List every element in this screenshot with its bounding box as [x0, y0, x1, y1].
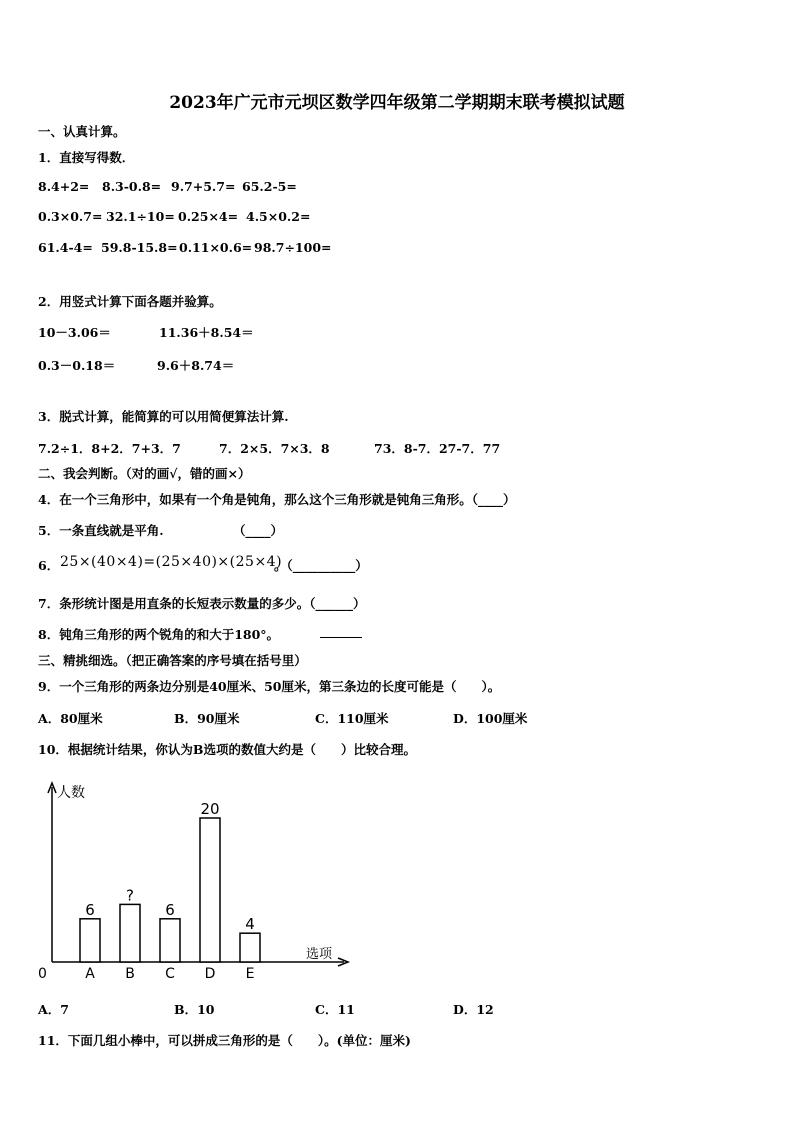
calc-item: 9.7+5.7= — [171, 179, 236, 194]
section-2-heading: 二、我会判断。（对的画√，错的画×） — [38, 466, 251, 481]
calc-item: 10－3.06＝ — [38, 325, 111, 340]
calc-item: 0.3×0.7= — [38, 209, 103, 224]
option-d[interactable]: D．12 — [453, 1002, 494, 1017]
data-label: ? — [126, 886, 134, 905]
question-1-stem: 1．直接写得数． — [38, 150, 135, 165]
bar-d — [200, 818, 220, 962]
option-d[interactable]: D．100厘米 — [453, 711, 528, 726]
calc-item: 8.4+2= — [38, 179, 90, 194]
option-c[interactable]: C．11 — [315, 1002, 355, 1017]
x-tick-label: C — [165, 966, 175, 982]
calc-item: 32.1÷10= — [106, 209, 175, 224]
option-b[interactable]: B．10 — [174, 1002, 215, 1017]
question-2-stem: 2．用竖式计算下面各题并验算。 — [38, 294, 222, 309]
data-label: 6 — [165, 900, 175, 919]
answer-blank[interactable]: （____） — [233, 523, 284, 538]
option-b[interactable]: B．90厘米 — [174, 711, 240, 726]
x-tick-label: A — [85, 966, 95, 982]
bar-e — [240, 933, 260, 962]
calc-item: 4.5×0.2= — [246, 209, 311, 224]
calc-item: 98.7÷100= — [254, 240, 332, 255]
question-6-number: 6． — [38, 558, 60, 573]
question-10-stem: 10．根据统计结果，你认为B选项的数值大约是（ ）比较合理。 — [38, 742, 416, 757]
question-3-stem: 3．脱式计算，能简算的可以用简便算法计算. — [38, 409, 289, 424]
section-3-heading: 三、精挑细选。（把正确答案的序号填在括号里） — [38, 653, 307, 668]
data-label: 4 — [245, 915, 255, 934]
data-label: 20 — [200, 800, 220, 818]
question-4: 4．在一个三角形中，如果有一个角是钝角，那么这个三角形就是钝角三角形。（____） — [38, 492, 516, 507]
question-8-text: 8．钝角三角形的两个锐角的和大于180°。 — [38, 627, 280, 642]
x-tick-label: E — [245, 966, 255, 982]
option-a[interactable]: A．7 — [38, 1002, 69, 1017]
question-6-expression: 25×(40×4)=(25×40)×(25×4) — [60, 554, 283, 570]
calc-item: 8.3-0.8= — [102, 179, 162, 194]
bar-a — [80, 919, 100, 962]
x-axis-label: 选项 — [306, 947, 333, 962]
option-a[interactable]: A．80厘米 — [38, 711, 103, 726]
calc-item: 65.2-5= — [242, 179, 297, 194]
y-axis-label: 人数 — [57, 785, 85, 801]
x-tick-label: B — [125, 966, 135, 982]
answer-blank[interactable]: 。（__________） — [274, 558, 368, 573]
answer-blank[interactable] — [320, 625, 362, 641]
bar-b — [120, 904, 140, 962]
bar-c — [160, 919, 180, 962]
calc-item: 0.11×0.6= — [179, 240, 253, 255]
x-tick-label: D — [204, 966, 216, 982]
calc-item: 9.6＋8.74＝ — [157, 358, 235, 373]
option-c[interactable]: C．110厘米 — [315, 711, 389, 726]
calc-item: 0.3－0.18＝ — [38, 358, 116, 373]
bar-chart — [30, 775, 360, 985]
data-label: 6 — [85, 900, 95, 919]
question-9-stem: 9．一个三角形的两条边分别是40厘米、50厘米，第三条边的长度可能是（ ）。 — [38, 679, 501, 694]
origin-label: 0 — [38, 966, 47, 982]
calc-item: 0.25×4= — [178, 209, 239, 224]
calc-item: 7.2÷1．8+2．7+3．7 — [38, 441, 181, 456]
page-title: 2023年广元市元坝区数学四年级第二学期期末联考模拟试题 — [169, 93, 625, 113]
calc-item: 61.4-4= — [38, 240, 93, 255]
calc-item: 59.8-15.8= — [101, 240, 178, 255]
calc-item: 11.36＋8.54＝ — [159, 325, 254, 340]
question-11-stem: 11．下面几组小棒中，可以拼成三角形的是（ ）。(单位：厘米) — [38, 1033, 411, 1048]
question-5-text: 5．一条直线就是平角. — [38, 523, 164, 538]
calc-item: 73．8-7．27-7．77 — [374, 441, 501, 456]
calc-item: 7．2×5．7×3．8 — [219, 441, 330, 456]
question-7: 7．条形统计图是用直条的长短表示数量的多少。（______） — [38, 596, 366, 611]
section-1-heading: 一、认真计算。 — [38, 124, 126, 139]
